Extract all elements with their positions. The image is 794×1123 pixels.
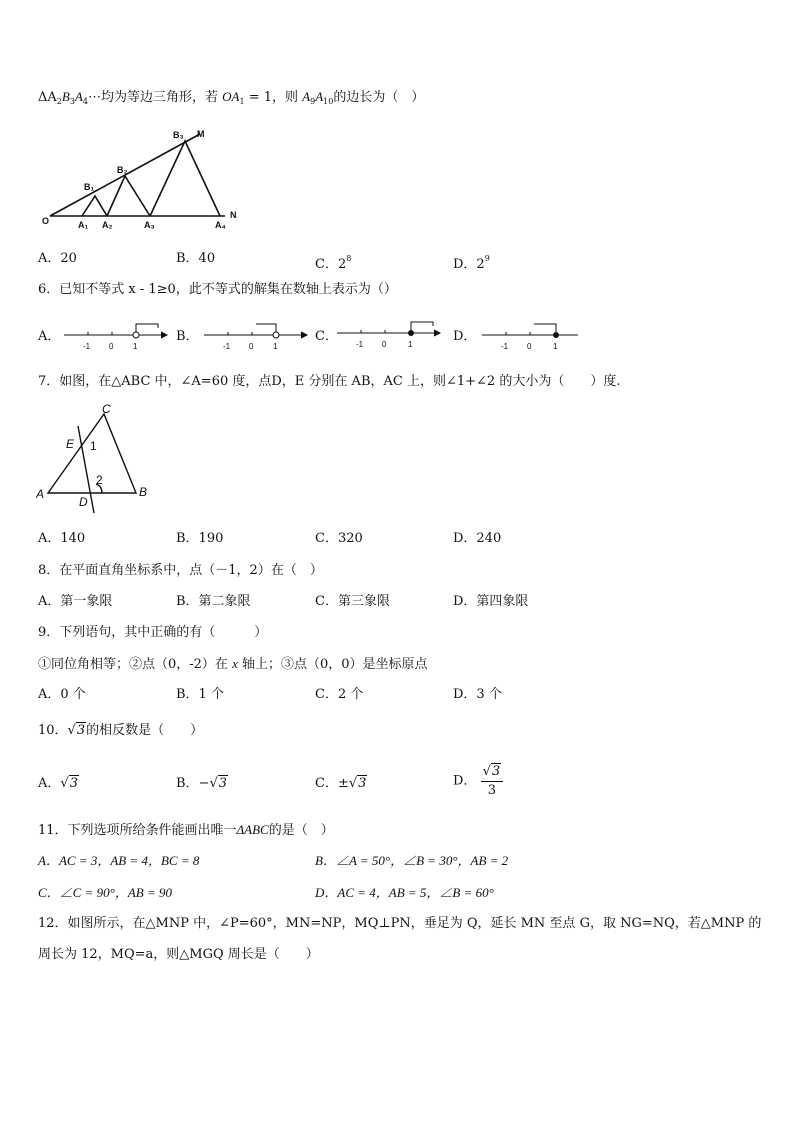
q5-stem: $\Delta A_2B_3A_4\cdots$均为等边三角形，若 $OA_1 = 1$，则 $A_9A_{10}$的边长为（ ） bbox=[38, 89, 425, 106]
label-b2: B₂ bbox=[117, 165, 128, 175]
q11-stem: 11．下列选项所给条件能画出唯一ΔABC的是（ ） bbox=[38, 822, 334, 838]
q6-numberline-c bbox=[333, 316, 453, 352]
label-angle-2: 2 bbox=[96, 473, 103, 487]
label-a2: A₂ bbox=[102, 220, 113, 230]
q10-stem: 10．√3的相反数是（ ） bbox=[38, 723, 204, 738]
q10-option-b[interactable]: B．−√3 bbox=[176, 776, 228, 791]
svg-text:-1: -1 bbox=[501, 342, 509, 351]
q9-stem: 9．下列语句，其中正确的有（ ） bbox=[38, 625, 268, 640]
q9-option-c[interactable]: C．2 个 bbox=[315, 687, 364, 702]
q8-option-d[interactable]: D．第四象限 bbox=[453, 594, 529, 609]
q12-line-2: 周长为 12，MQ=a，则△MGQ 周长是（ ） bbox=[38, 947, 319, 962]
svg-text:0: 0 bbox=[109, 342, 114, 351]
q7-option-c[interactable]: C．320 bbox=[315, 531, 363, 546]
svg-text:1: 1 bbox=[273, 342, 278, 351]
label-e: E bbox=[66, 437, 75, 451]
label-a: A bbox=[36, 487, 45, 501]
q9-statements: ①同位角相等；②点（0，-2）在 x 轴上；③点（0，0）是坐标原点 bbox=[38, 656, 428, 672]
q11-option-b[interactable]: B．∠A = 50°，∠B = 30°，AB = 2 bbox=[315, 853, 509, 868]
q5-triangles-figure bbox=[40, 124, 250, 234]
q10-option-d[interactable]: D． $\frac{√3}{3}$ bbox=[453, 763, 503, 800]
q11-option-d[interactable]: D．AC = 4，AB = 5，∠B = 60° bbox=[315, 885, 494, 900]
closed-point bbox=[408, 330, 414, 336]
q5-option-a[interactable]: A．20 bbox=[38, 251, 77, 266]
svg-text:1: 1 bbox=[553, 342, 558, 351]
q6-stem: 6．已知不等式 x - 1≥0，此不等式的解集在数轴上表示为（） bbox=[38, 282, 397, 297]
q10-option-a[interactable]: A．√3 bbox=[38, 776, 78, 791]
svg-text:1: 1 bbox=[133, 342, 138, 351]
label-a1: A₁ bbox=[78, 220, 89, 230]
q6-numberline-a bbox=[60, 318, 180, 354]
sqrt-expression: √3 bbox=[67, 723, 86, 738]
q6-option-a[interactable]: A． bbox=[38, 329, 61, 344]
q9-option-b[interactable]: B．1 个 bbox=[176, 687, 224, 702]
fraction: $\frac{√3}{3}$ bbox=[481, 763, 504, 800]
q9-option-a[interactable]: A．0 个 bbox=[38, 687, 86, 702]
q8-stem: 8．在平面直角坐标系中，点（－1，2）在（ ） bbox=[38, 563, 323, 578]
label-d: D bbox=[79, 495, 88, 509]
q7-stem: 7．如图，在△ABC 中，∠A=60 度，点D，E 分别在 AB，AC 上，则∠1+∠2 的大小为（ ）度. bbox=[38, 374, 621, 389]
q6-option-b[interactable]: B． bbox=[176, 329, 199, 344]
svg-text:0: 0 bbox=[382, 340, 387, 349]
q6-numberline-b bbox=[200, 318, 320, 354]
label-a4: A₄ bbox=[215, 220, 226, 230]
open-point bbox=[273, 332, 279, 338]
label-b1: B₁ bbox=[84, 182, 95, 192]
svg-text:-1: -1 bbox=[356, 340, 364, 349]
open-point bbox=[133, 332, 139, 338]
q9-option-d[interactable]: D．3 个 bbox=[453, 687, 502, 702]
label-b3: B₃ bbox=[173, 130, 184, 140]
label-a3: A₃ bbox=[144, 220, 155, 230]
svg-text:0: 0 bbox=[249, 342, 254, 351]
label-m: M bbox=[197, 129, 205, 139]
q5-option-b[interactable]: B．40 bbox=[176, 251, 216, 266]
svg-text:-1: -1 bbox=[223, 342, 231, 351]
svg-text:-1: -1 bbox=[83, 342, 91, 351]
q5-option-d[interactable]: D．$2^9$ bbox=[453, 254, 490, 272]
q7-option-a[interactable]: A．140 bbox=[38, 531, 86, 546]
q10-option-c[interactable]: C．±√3 bbox=[315, 776, 367, 791]
triangle-3 bbox=[150, 141, 220, 216]
label-angle-1: 1 bbox=[90, 439, 97, 453]
q8-option-a[interactable]: A．第一象限 bbox=[38, 594, 113, 609]
svg-text:0: 0 bbox=[527, 342, 532, 351]
q6-numberline-d bbox=[478, 318, 598, 354]
q6-option-d[interactable]: D． bbox=[453, 329, 477, 344]
q7-option-b[interactable]: B．190 bbox=[176, 531, 224, 546]
q8-option-c[interactable]: C．第三象限 bbox=[315, 594, 390, 609]
q6-option-c[interactable]: C． bbox=[315, 329, 338, 344]
triangle-abc bbox=[48, 414, 136, 493]
label-c: C bbox=[102, 402, 111, 416]
label-o: O bbox=[42, 216, 50, 226]
q11-option-a[interactable]: A．AC = 3，AB = 4，BC = 8 bbox=[38, 853, 200, 868]
q7-triangle-figure bbox=[36, 400, 156, 518]
q8-option-b[interactable]: B．第二象限 bbox=[176, 594, 251, 609]
q7-option-d[interactable]: D．240 bbox=[453, 531, 502, 546]
q5-option-c[interactable]: C．$2^8$ bbox=[315, 254, 352, 272]
triangle-1 bbox=[82, 196, 107, 216]
label-b: B bbox=[139, 485, 148, 499]
label-n: N bbox=[230, 210, 237, 220]
svg-text:1: 1 bbox=[408, 340, 413, 349]
closed-point bbox=[553, 332, 559, 338]
q12-line-1: 12．如图所示，在△MNP 中，∠P=60°，MN=NP，MQ⊥PN，垂足为 Q，延长 MN 至点 G，取 NG=NQ，若△MNP 的 bbox=[38, 916, 762, 931]
q11-option-c[interactable]: C．∠C = 90°，AB = 90 bbox=[38, 885, 172, 900]
